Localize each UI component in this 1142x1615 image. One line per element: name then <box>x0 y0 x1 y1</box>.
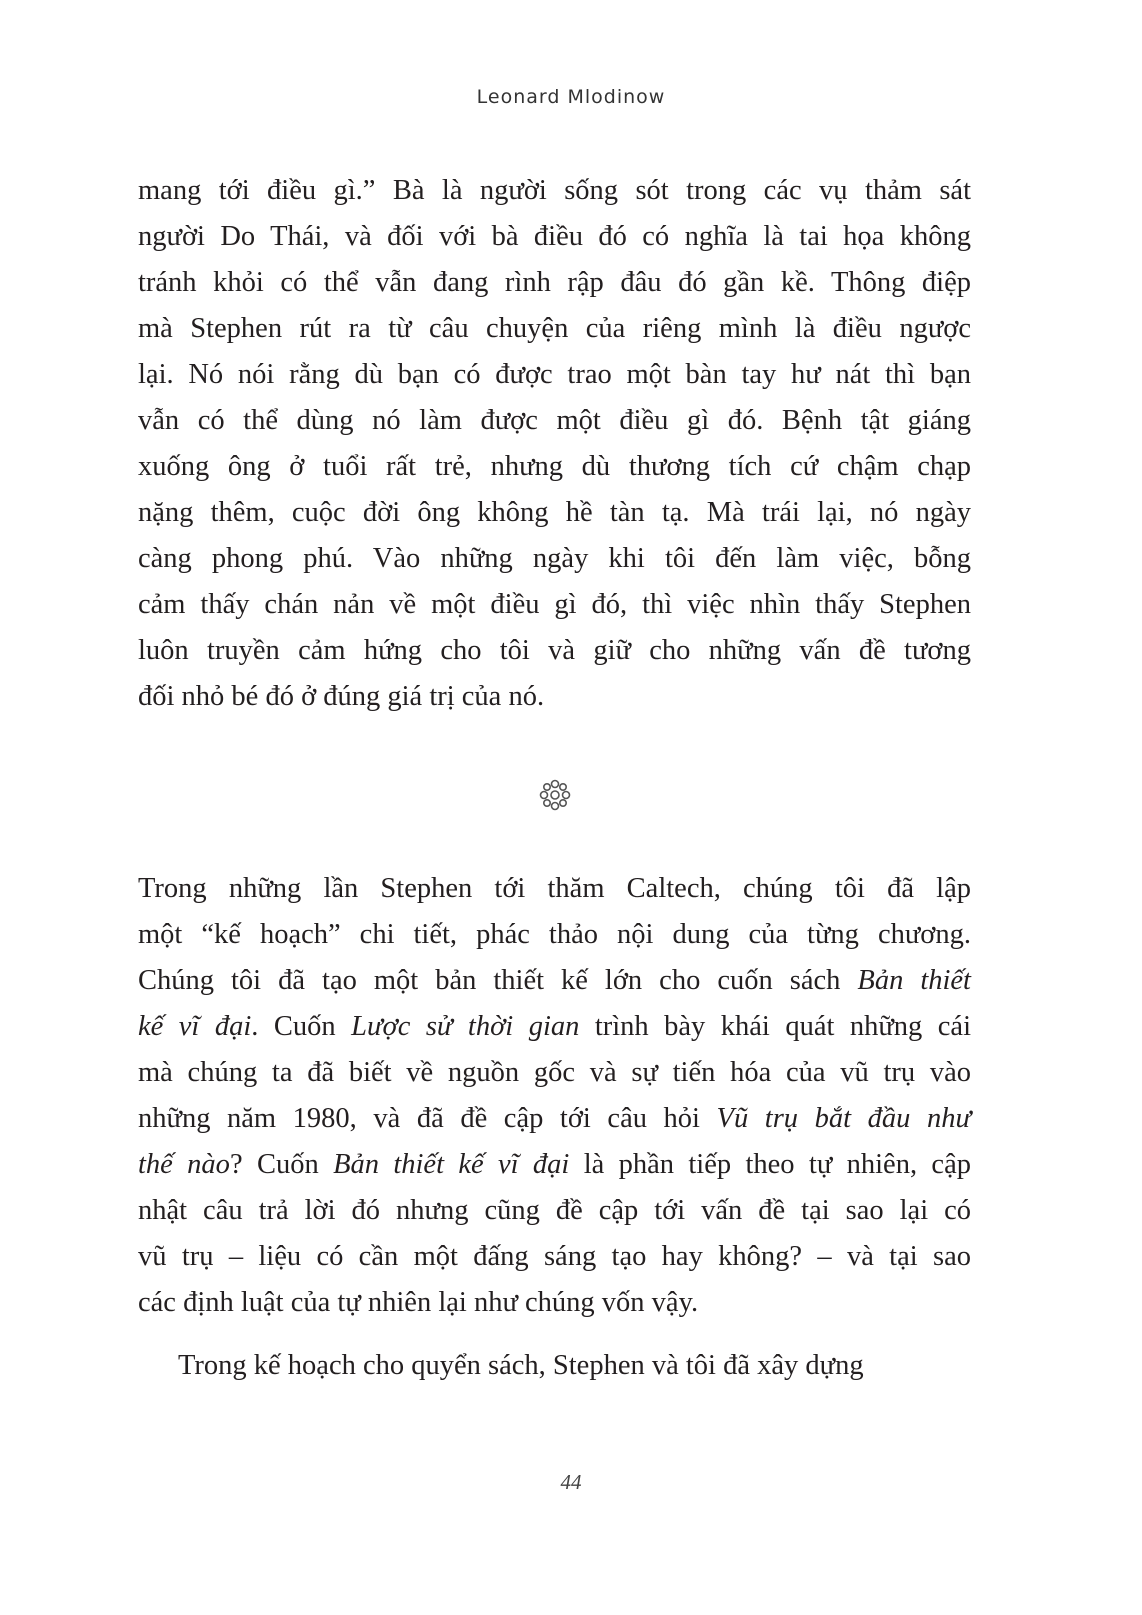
text-span: đối nhỏ bé đó ở đúng giá trị của nó. <box>138 681 545 712</box>
text-line <box>138 1188 971 1234</box>
text-line <box>138 628 971 674</box>
italic-title-text: kế vĩ đại <box>138 1011 252 1042</box>
text-span: Chúng tôi đã tạo một bản thiết kế lớn cho cuốn sách <box>138 965 858 996</box>
text-line <box>138 398 971 444</box>
text-line <box>138 490 971 536</box>
text-span: luôn truyền cảm hứng cho tôi và giữ cho những vấn đề tương <box>138 635 971 666</box>
text-line <box>138 1234 971 1280</box>
italic-title-text: thế nào <box>138 1149 230 1180</box>
text-line <box>138 1142 971 1188</box>
text-line <box>138 306 971 352</box>
text-line <box>138 958 971 1004</box>
text-span: mà Stephen rút ra từ câu chuyện của riêng mình là điều ngược <box>138 313 971 344</box>
text-span: là phần tiếp theo tự nhiên, cập <box>569 1149 971 1180</box>
text-span: cảm thấy chán nản về một điều gì đó, thì việc nhìn thấy Stephen <box>138 589 971 620</box>
text-span: mang tới điều gì.” Bà là người sống sót trong các vụ thảm sát <box>138 175 971 206</box>
text-line <box>138 1280 971 1326</box>
text-span: vẫn có thể dùng nó làm được một điều gì đó. Bệnh tật giáng <box>138 405 971 436</box>
text-span: nặng thêm, cuộc đời ông không hề tàn tạ. Mà trái lại, nó ngày <box>138 497 971 528</box>
text-line <box>138 1004 971 1050</box>
text-span: ? Cuốn <box>229 1149 334 1180</box>
text-span: càng phong phú. Vào những ngày khi tôi đến làm việc, bỗng <box>138 543 971 574</box>
italic-title-text: Bản thiết <box>857 965 971 996</box>
text-span: . Cuốn <box>251 1011 352 1042</box>
text-line <box>138 260 971 306</box>
text-line <box>138 582 971 628</box>
italic-title-text: Vũ trụ bắt đầu như <box>716 1103 971 1134</box>
text-span: lại. Nó nói rằng dù bạn có được trao một bàn tay hư nát thì bạn <box>138 359 971 390</box>
text-line <box>138 352 971 398</box>
text-line <box>138 1050 971 1096</box>
text-span: các định luật của tự nhiên lại như chúng vốn vậy. <box>138 1287 699 1318</box>
text-span: Trong kế hoạch cho quyển sách, Stephen và tôi đã xây dựng <box>178 1350 864 1381</box>
text-span: Trong những lần Stephen tới thăm Caltech, chúng tôi đã lập <box>138 873 971 904</box>
text-span: mà chúng ta đã biết về nguồn gốc và sự tiến hóa của vũ trụ vào <box>138 1057 971 1088</box>
text-line <box>138 1343 971 1389</box>
text-line <box>138 866 971 912</box>
text-span: người Do Thái, và đối với bà điều đó có nghĩa là tai họa không <box>138 221 971 252</box>
text-span: những năm 1980, và đã đề cập tới câu hỏi <box>138 1103 717 1134</box>
italic-title-text: Lược sử thời gian <box>351 1011 580 1042</box>
text-line <box>138 536 971 582</box>
text-span: xuống ông ở tuổi rất trẻ, nhưng dù thương tích cứ chậm chạp <box>138 451 971 482</box>
paragraph <box>138 1343 971 1389</box>
paragraph <box>138 168 971 720</box>
text-span: tránh khỏi có thể vẫn đang rình rập đâu đó gần kề. Thông điệp <box>138 267 971 298</box>
text-span: một “kế hoạch” chi tiết, phác thảo nội dung của từng chương. <box>138 919 971 950</box>
text-line <box>138 912 971 958</box>
text-span: nhật câu trả lời đó nhưng cũng đề cập tới vấn đề tại sao lại có <box>138 1195 971 1226</box>
text-line <box>138 674 971 720</box>
italic-title-text: Bản thiết kế vĩ đại <box>333 1149 570 1180</box>
text-span: vũ trụ – liệu có cần một đấng sáng tạo hay không? – và tại sao <box>138 1241 971 1272</box>
text-line <box>138 444 971 490</box>
page-number: 44 <box>560 1470 582 1494</box>
text-line <box>138 1096 971 1142</box>
running-head: Leonard Mlodinow <box>476 86 666 108</box>
text-line <box>138 168 971 214</box>
text-span: trình bày khái quát những cái <box>579 1011 972 1042</box>
section-break-ornament-icon <box>537 777 573 813</box>
paragraph <box>138 866 971 1326</box>
text-line <box>138 214 971 260</box>
